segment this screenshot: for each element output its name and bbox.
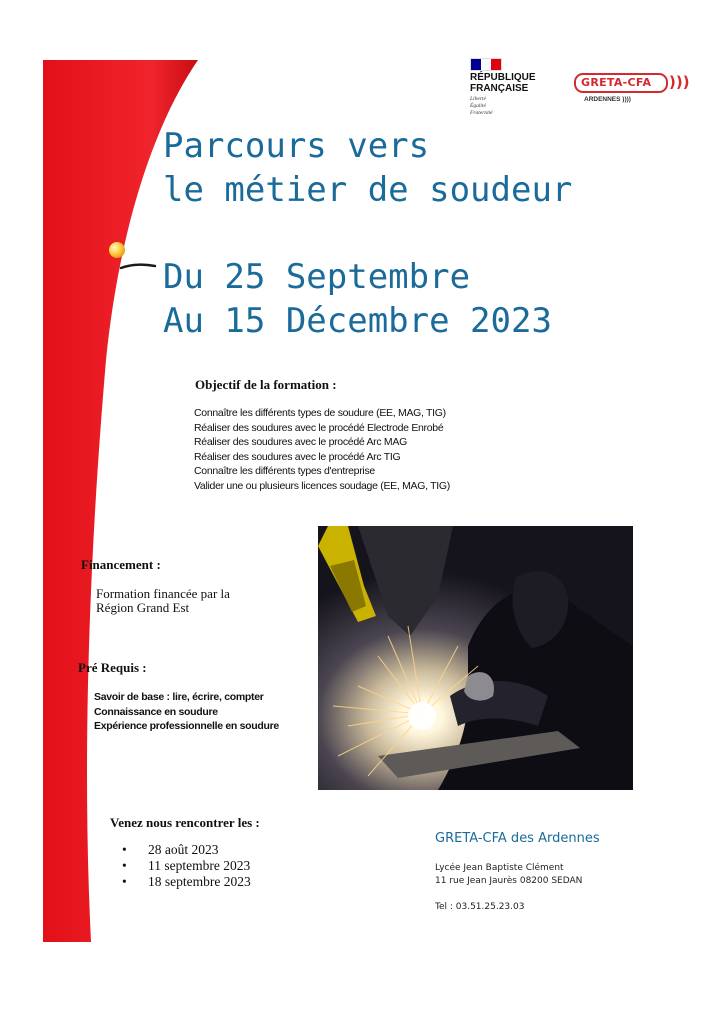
welder-glove: [464, 672, 494, 701]
greta-logo-sub: ARDENNES )))): [584, 96, 631, 103]
financing-line-2: Région Grand Est: [96, 600, 190, 615]
objective-item: Connaître les différents types de soudure (EE, MAG, TIG): [194, 407, 446, 419]
republique-francaise-logo: [468, 58, 558, 122]
orange-ball: [109, 242, 125, 258]
meeting-date-item: • 18 septembre 2023: [118, 874, 318, 890]
marianne-name-line1: RÉPUBLIQUE: [470, 72, 536, 83]
objective-item: Réaliser des soudures avec le procédé Arc TIG: [194, 450, 401, 463]
contact-phone: Tel : 03.51.25.23.03: [435, 902, 525, 912]
prerequisite-item: Savoir de base : lire, écrire, compter: [94, 691, 264, 703]
prerequisites-heading: Pré Requis :: [78, 660, 147, 675]
weld-arc: [408, 702, 436, 730]
greta-cfa-logo: [574, 70, 690, 110]
meeting-date-item: • 11 septembre 2023: [118, 858, 318, 874]
objectives-heading: Objectif de la formation :: [195, 377, 337, 392]
objective-item: Valider une ou plusieurs licences soudage (EE, MAG, TIG): [194, 479, 450, 492]
marianne-flag-icon: [470, 58, 502, 71]
financing-line-1: Formation financée par la: [96, 586, 230, 601]
objective-item: Réaliser des soudures avec le procédé Arc MAG: [194, 436, 407, 448]
meetings-heading: Venez nous rencontrer les :: [110, 815, 260, 830]
meeting-date-item: • 28 août 2023: [118, 842, 318, 858]
financing-heading: Financement :: [81, 557, 161, 572]
marianne-name-line2: FRANÇAISE: [470, 83, 529, 94]
title-line-1: Parcours vers: [163, 126, 430, 166]
meetings-dates-list: [118, 842, 318, 890]
dates-line-1: Du 25 Septembre: [163, 257, 471, 297]
welder-photo: [318, 526, 633, 790]
dates-line-2: Au 15 Décembre 2023: [163, 301, 552, 341]
greta-logo-arcs: ))): [669, 73, 690, 91]
swoosh-stroke: [121, 265, 155, 268]
contact-org: GRETA-CFA des Ardennes: [435, 831, 600, 846]
contact-line-1: Lycée Jean Baptiste Clément: [435, 863, 564, 873]
prerequisites-list: [94, 690, 314, 734]
prerequisite-item: Connaissance en soudure: [94, 705, 218, 718]
objective-item: Connaître les différents types d'entreprise: [194, 465, 375, 477]
greta-logo-name: GRETA-CFA: [581, 76, 652, 89]
marianne-motto-1: Liberté: [470, 96, 486, 102]
marianne-motto-3: Fraternité: [470, 110, 493, 116]
marianne-motto-2: Égalité: [470, 103, 486, 109]
contact-line-2: 11 rue Jean Jaurès 08200 SEDAN: [435, 876, 583, 886]
prerequisite-item: Expérience professionnelle en soudure: [94, 720, 279, 732]
objective-item: Réaliser des soudures avec le procédé Electrode Enrobé: [194, 421, 444, 434]
objectives-list: [194, 406, 494, 493]
title-line-2: le métier de soudeur: [163, 170, 573, 210]
